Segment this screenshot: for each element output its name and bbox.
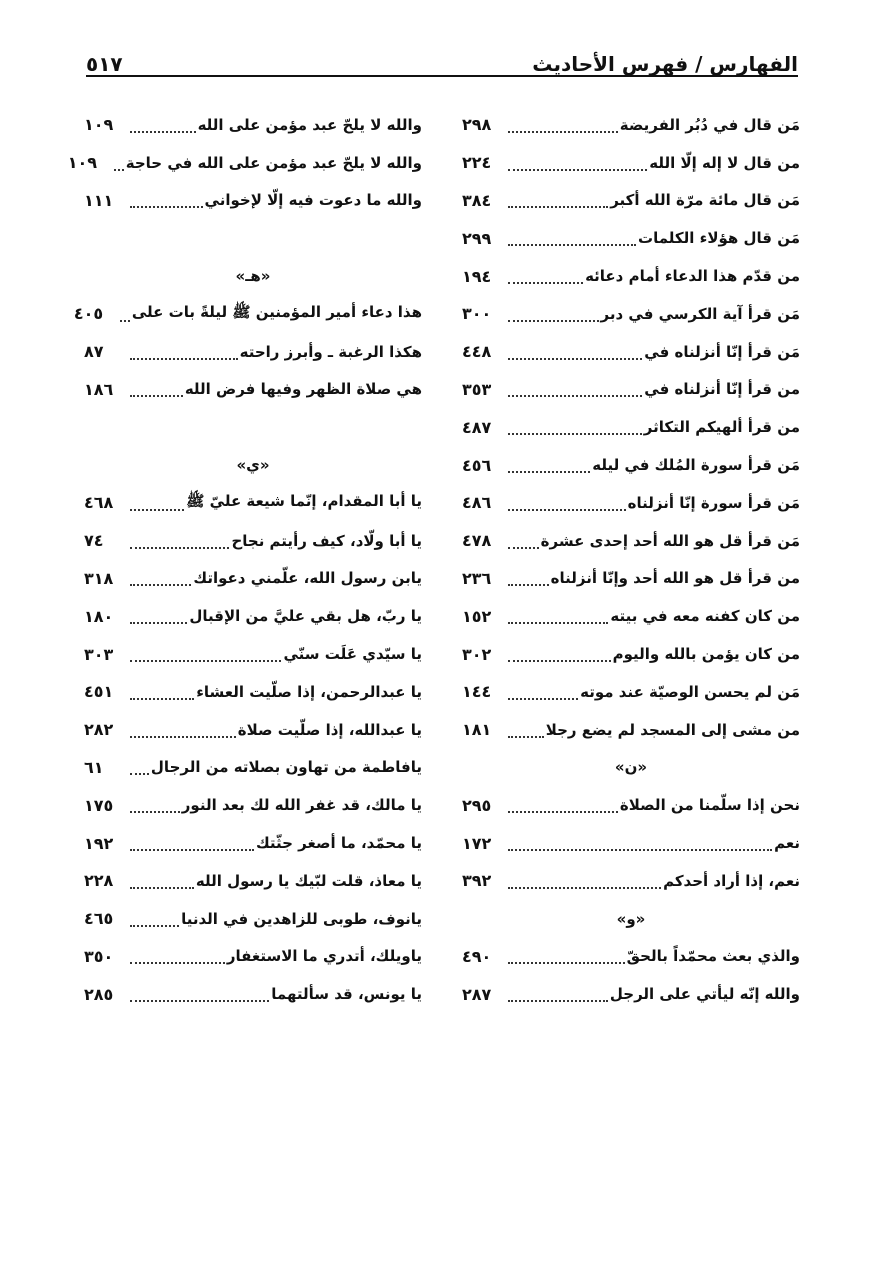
dot-leader bbox=[130, 849, 254, 851]
entry-text: من كان كفنه معه في بيته bbox=[610, 607, 800, 626]
index-entry bbox=[462, 786, 800, 824]
dot-leader bbox=[508, 320, 599, 322]
index-entry bbox=[84, 371, 422, 409]
dot-leader bbox=[130, 698, 194, 700]
section-gap bbox=[84, 408, 422, 446]
section-gap bbox=[84, 219, 422, 257]
entry-text: يافاطمة من تهاون بصلاته من الرجال bbox=[150, 758, 422, 777]
entry-text: من قال لا إله إلّا الله bbox=[649, 153, 800, 172]
entry-text: مَن قال هؤلاء الكلمات bbox=[638, 229, 800, 248]
index-entry bbox=[462, 938, 800, 976]
index-entry bbox=[462, 824, 800, 862]
entry-page-number: ٧٤ bbox=[84, 531, 104, 551]
entry-page-number: ١٠٩ bbox=[67, 153, 98, 173]
entry-text: والله ما دعوت فيه إلّا لإخواني bbox=[204, 191, 422, 210]
dot-leader bbox=[508, 206, 608, 208]
dot-leader bbox=[508, 509, 626, 511]
entry-page-number: ١٧٥ bbox=[84, 795, 114, 815]
dot-leader bbox=[508, 547, 539, 549]
dot-leader bbox=[508, 811, 618, 813]
dot-leader bbox=[130, 811, 180, 813]
dot-leader bbox=[130, 131, 196, 133]
entry-page-number: ٢٣٦ bbox=[462, 568, 492, 588]
left-column bbox=[67, 106, 422, 1013]
entry-page-number: ٣٠٣ bbox=[84, 644, 114, 664]
entry-text: مَن قرأ آية الكرسي في دبر bbox=[600, 304, 800, 323]
dot-leader bbox=[130, 547, 229, 549]
dot-leader bbox=[508, 584, 549, 586]
dot-leader bbox=[508, 169, 647, 171]
entry-text: يا معاذ، قلت لبّيك يا رسول الله bbox=[195, 871, 422, 890]
entry-text: والله لا يلحّ عبد مؤمن على الله bbox=[197, 115, 422, 134]
entry-page-number: ٣٨٤ bbox=[462, 190, 492, 210]
entry-page-number: ٤٥٦ bbox=[462, 455, 492, 475]
dot-leader bbox=[130, 358, 238, 360]
index-entry bbox=[462, 862, 800, 900]
dot-leader bbox=[508, 433, 642, 435]
index-entry bbox=[84, 749, 422, 787]
entry-page-number: ٢٨٢ bbox=[84, 720, 114, 740]
index-entry bbox=[84, 900, 422, 938]
section-letter-heading: «ي» bbox=[236, 456, 270, 475]
index-entry bbox=[462, 182, 800, 220]
entry-page-number: ٤٥١ bbox=[84, 682, 114, 702]
dot-leader bbox=[130, 509, 184, 511]
dot-leader bbox=[130, 925, 179, 927]
entry-page-number: ٤٨٧ bbox=[462, 417, 492, 437]
index-entry bbox=[84, 711, 422, 749]
entry-text: والذي بعث محمّداً بالحقّ bbox=[626, 947, 800, 966]
dot-leader bbox=[130, 887, 194, 889]
entry-text: يا يونس، قد سألتهما bbox=[271, 985, 422, 1004]
entry-text: من مشى إلى المسجد لم يضع رجلا bbox=[545, 720, 800, 739]
dot-leader bbox=[508, 131, 618, 133]
entry-text: مَن قرأ سورة المُلك في ليله bbox=[592, 456, 800, 475]
index-entry bbox=[84, 635, 422, 673]
entry-text: هي صلاة الظهر وفيها فرض الله bbox=[184, 380, 422, 399]
running-title: الفهارس / فهرس الأحاديث bbox=[532, 52, 798, 76]
entry-text: يانوف، طوبى للزاهدين في الدنيا bbox=[181, 909, 422, 928]
dot-leader bbox=[508, 395, 642, 397]
entry-text: هذا دعاء أمير المؤمنين ﷺ ليلةً بات على bbox=[131, 302, 422, 321]
index-entry bbox=[84, 938, 422, 976]
index-entry bbox=[462, 257, 800, 295]
entry-page-number: ٣١٨ bbox=[84, 568, 114, 588]
entry-page-number: ١٥٢ bbox=[462, 606, 492, 626]
index-entry bbox=[462, 144, 800, 182]
entry-text: والله إنّه ليأتي على الرجل bbox=[609, 985, 800, 1004]
entry-page-number: ١٩٤ bbox=[462, 266, 492, 286]
dot-leader bbox=[508, 698, 578, 700]
entry-page-number: ٣٥٠ bbox=[84, 946, 114, 966]
index-entry bbox=[84, 182, 422, 220]
entry-text: مَن قرأ سورة إنّا أنزلناه bbox=[627, 493, 800, 512]
index-entry bbox=[462, 219, 800, 257]
index-entry bbox=[462, 333, 800, 371]
index-entry bbox=[84, 786, 422, 824]
index-entry bbox=[84, 106, 422, 144]
page-number: ٥١٧ bbox=[86, 52, 123, 76]
entry-page-number: ٣٩٢ bbox=[462, 871, 492, 891]
index-entry bbox=[462, 484, 800, 522]
entry-page-number: ١٨١ bbox=[462, 720, 492, 740]
entry-page-number: ١٨٦ bbox=[84, 379, 114, 399]
entry-text: يا مالك، قد غفر الله لك بعد النور bbox=[181, 796, 422, 815]
dot-leader bbox=[508, 736, 544, 738]
dot-leader bbox=[508, 244, 636, 246]
entry-page-number: ٢٢٨ bbox=[84, 871, 114, 891]
dot-leader bbox=[130, 660, 281, 662]
dot-leader bbox=[508, 962, 625, 964]
entry-text: يا أبا ولّاد، كيف رأيتم نجاح bbox=[231, 531, 422, 550]
section-letter-heading: «هـ» bbox=[235, 267, 271, 286]
entry-page-number: ٢٩٥ bbox=[462, 795, 492, 815]
dot-leader bbox=[508, 660, 611, 662]
entry-page-number: ٣٠٠ bbox=[462, 304, 492, 324]
entry-page-number: ١١١ bbox=[84, 190, 114, 210]
entry-text: من قرأ إنّا أنزلناه في bbox=[644, 380, 800, 399]
entry-text: ياويلك، أتدري ما الاستغفار bbox=[226, 947, 422, 966]
entry-text: من قرأ ألهيكم التكاثر bbox=[643, 418, 800, 437]
index-entry bbox=[462, 408, 800, 446]
entry-page-number: ٤٧٨ bbox=[462, 531, 492, 551]
entry-page-number: ٣٠٢ bbox=[462, 644, 492, 664]
index-entry bbox=[84, 597, 422, 635]
index-entry bbox=[462, 446, 800, 484]
index-entry bbox=[462, 560, 800, 598]
index-entry bbox=[84, 560, 422, 598]
dot-leader bbox=[114, 169, 124, 171]
entry-page-number: ٢٩٨ bbox=[462, 115, 492, 135]
entry-text: من قرأ قل هو الله أحد وإنّا أنزلناه bbox=[550, 569, 800, 588]
entry-text: يا سيّدي عَلَت سنّي bbox=[283, 645, 422, 664]
entry-text: يا محمّد، ما أصغر جثّتك bbox=[255, 834, 422, 853]
dot-leader bbox=[130, 395, 183, 397]
entry-page-number: ٤٨٦ bbox=[462, 493, 492, 513]
index-entry bbox=[462, 597, 800, 635]
dot-leader bbox=[120, 320, 130, 322]
dot-leader bbox=[130, 1000, 269, 1002]
entry-text: والله لا يلحّ عبد مؤمن على الله في حاجة bbox=[125, 153, 422, 172]
index-entry bbox=[462, 106, 800, 144]
entry-page-number: ٢٨٧ bbox=[462, 984, 492, 1004]
entry-text: يا ربّ، هل بقي عليَّ من الإقبال bbox=[189, 607, 422, 626]
dot-leader bbox=[130, 206, 203, 208]
section-letter-heading: «و» bbox=[616, 909, 646, 928]
dot-leader bbox=[508, 887, 661, 889]
entry-text: هكذا الرغبة ـ وأبرز راحته bbox=[239, 342, 422, 361]
entry-text: نحن إذا سلّمنا من الصلاة bbox=[619, 796, 800, 815]
entry-page-number: ٤٦٥ bbox=[84, 909, 114, 929]
dot-leader bbox=[508, 358, 642, 360]
dot-leader bbox=[508, 471, 590, 473]
entry-page-number: ١٠٩ bbox=[84, 115, 114, 135]
page-header bbox=[86, 38, 798, 76]
entry-page-number: ٢٢٤ bbox=[462, 153, 492, 173]
index-entry bbox=[462, 673, 800, 711]
entry-text: مَن قرأ قل هو الله أحد إحدى عشرة bbox=[540, 531, 800, 550]
entry-page-number: ٤٠٥ bbox=[73, 304, 104, 324]
index-entry bbox=[84, 862, 422, 900]
entry-page-number: ٣٥٣ bbox=[462, 379, 492, 399]
index-entry bbox=[84, 824, 422, 862]
index-entry bbox=[84, 484, 422, 522]
right-column bbox=[462, 106, 800, 1013]
entry-text: يابن رسول الله، علّمني دعواتك bbox=[193, 569, 422, 588]
entry-text: من كان يؤمن بالله واليوم bbox=[612, 645, 800, 664]
entry-page-number: ١٩٢ bbox=[84, 833, 114, 853]
index-entry bbox=[84, 975, 422, 1013]
index-entry bbox=[462, 371, 800, 409]
index-entry bbox=[462, 522, 800, 560]
entry-page-number: ٢٩٩ bbox=[462, 228, 492, 248]
index-entry bbox=[73, 295, 422, 333]
entry-text: يا أبا المقدام، إنّما شيعة عليّ ﷺ bbox=[186, 491, 422, 510]
dot-leader bbox=[130, 773, 149, 775]
index-entry bbox=[462, 635, 800, 673]
dot-leader bbox=[130, 622, 187, 624]
entry-text: يا عبدالرحمن، إذا صلّيت العشاء bbox=[196, 682, 422, 701]
entry-page-number: ٤٩٠ bbox=[462, 946, 492, 966]
dot-leader bbox=[508, 1000, 608, 1002]
index-entry bbox=[67, 144, 422, 182]
dot-leader bbox=[508, 622, 608, 624]
index-entry bbox=[462, 295, 800, 333]
entry-text: من قدّم هذا الدعاء أمام دعائه bbox=[585, 267, 800, 286]
dot-leader bbox=[130, 736, 236, 738]
entry-text: مَن قرأ إنّا أنزلناه في bbox=[644, 342, 800, 361]
dot-leader bbox=[130, 584, 191, 586]
entry-text: مَن لم يحسن الوصيّة عند موته bbox=[580, 682, 800, 701]
entry-page-number: ١٧٢ bbox=[462, 833, 492, 853]
index-entry bbox=[84, 673, 422, 711]
section-letter-heading: «ن» bbox=[614, 758, 648, 777]
index-entry bbox=[462, 975, 800, 1013]
dot-leader bbox=[508, 282, 583, 284]
entry-page-number: ١٤٤ bbox=[462, 682, 492, 702]
entry-text: مَن قال في دُبُر الفريضة bbox=[619, 115, 800, 134]
entry-text: نعم، إذا أراد أحدكم bbox=[663, 871, 800, 890]
dot-leader bbox=[508, 849, 772, 851]
entry-text: مَن قال مائة مرّة الله أكبر bbox=[610, 191, 800, 210]
index-entry bbox=[84, 522, 422, 560]
index-entry bbox=[84, 333, 422, 371]
entry-text: يا عبدالله، إذا صلّيت صلاة bbox=[237, 720, 422, 739]
entry-page-number: ٢٨٥ bbox=[84, 984, 114, 1004]
dot-leader bbox=[130, 962, 225, 964]
entry-page-number: ١٨٠ bbox=[84, 606, 114, 626]
entry-page-number: ٨٧ bbox=[84, 342, 104, 362]
header-rule bbox=[86, 75, 798, 77]
entry-page-number: ٤٦٨ bbox=[84, 493, 114, 513]
entry-text: نعم bbox=[774, 834, 800, 853]
entry-page-number: ٤٤٨ bbox=[462, 342, 492, 362]
index-entry bbox=[462, 711, 800, 749]
entry-page-number: ٦١ bbox=[84, 757, 104, 777]
